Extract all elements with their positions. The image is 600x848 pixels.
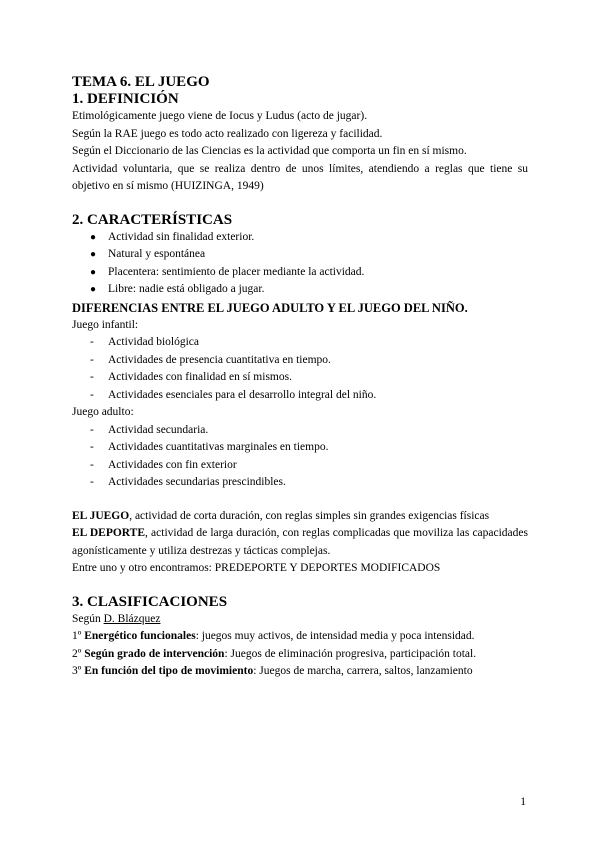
author-name: D. Blázquez xyxy=(103,612,161,625)
document-page xyxy=(72,74,528,681)
clasificacion-item: 2º Según grado de intervención: Juegos de eliminación progresiva, participación total. xyxy=(72,647,477,660)
el-deporte-paragraph: EL DEPORTE, actividad de larga duración, con reglas complicadas que moviliza las capacidades agonísticamente y utiliza destrezas y tácticas complejas. xyxy=(72,527,528,557)
definicion-line: Actividad voluntaria, que se realiza dentro de unos límites, atendiendo a reglas que tiene su objetivo en sí mismo (HUIZINGA, 1949) xyxy=(72,162,528,192)
list-item: - Actividades esenciales para el desarrollo integral del niño. xyxy=(90,387,528,405)
dash-icon: - xyxy=(90,388,94,401)
dash-icon: - xyxy=(90,476,94,488)
dash-icon: - xyxy=(90,423,94,436)
list-item: - Actividades de presencia cuantitativa en tiempo. xyxy=(90,352,528,370)
juego-adulto-list xyxy=(72,422,528,492)
el-juego-term: EL JUEGO xyxy=(72,509,130,522)
bullet-icon: ● xyxy=(90,231,97,243)
diferencias-heading: DIFERENCIAS ENTRE EL JUEGO ADULTO Y EL JUEGO DEL NIÑO. xyxy=(72,300,468,315)
list-item: - Actividad secundaria. xyxy=(90,422,528,440)
dash-icon: - xyxy=(90,371,94,383)
section-caracteristicas-heading: 2. CARACTERÍSTICAS xyxy=(72,211,233,228)
list-item: ● Natural y espontánea xyxy=(90,246,528,264)
list-item: ● Actividad sin finalidad exterior. xyxy=(90,229,528,247)
dash-icon: - xyxy=(90,458,94,471)
bullet-icon: ● xyxy=(90,284,97,295)
bullet-icon: ● xyxy=(90,266,97,278)
el-deporte-term: EL DEPORTE xyxy=(72,527,146,539)
juego-infantil-label: Juego infantil: xyxy=(72,318,139,331)
caracteristicas-list xyxy=(72,229,528,299)
bullet-icon: ● xyxy=(90,249,97,260)
juego-infantil-list xyxy=(72,334,528,404)
page-number: 1 xyxy=(520,796,526,808)
clasificacion-item: 1º Energético funcionales: juegos muy activos, de intensidad media y poca intensidad. xyxy=(72,630,475,642)
clasificacion-item: 3º En función del tipo de movimiento: Juegos de marcha, carrera, saltos, lanzamiento xyxy=(72,665,473,677)
list-item: - Actividades cuantitativas marginales en tiempo. xyxy=(90,439,528,457)
entre-paragraph: Entre uno y otro encontramos: PREDEPORTE Y DEPORTES MODIFICADOS xyxy=(72,562,441,574)
document-title: TEMA 6. EL JUEGO xyxy=(72,74,210,90)
list-item: ● Placentera: sentimiento de placer mediante la actividad. xyxy=(90,264,528,282)
section-definicion-heading: 1. DEFINICIÓN xyxy=(72,91,179,107)
dash-icon: - xyxy=(90,441,94,453)
list-item: - Actividades con finalidad en sí mismos. xyxy=(90,369,528,387)
definicion-line: Según el Diccionario de las Ciencias es la actividad que comporta un fin en sí mismo. xyxy=(72,145,467,157)
dash-icon: - xyxy=(90,336,94,348)
segun-line: Según D. Blázquez xyxy=(72,612,161,625)
definicion-line: Etimológicamente juego viene de Iocus y Ludus (acto de jugar). xyxy=(72,110,368,122)
list-item: - Actividad biológica xyxy=(90,334,528,352)
section-clasificaciones-heading: 3. CLASIFICACIONES xyxy=(72,593,228,610)
list-item: - Actividades secundarias prescindibles. xyxy=(90,474,528,492)
list-item: - Actividades con fin exterior xyxy=(90,457,528,475)
juego-adulto-label: Juego adulto: xyxy=(72,406,134,418)
list-item: ● Libre: nadie está obligado a jugar. xyxy=(90,281,528,299)
definicion-line: Según la RAE juego es todo acto realizado con ligereza y facilidad. xyxy=(72,127,383,140)
dash-icon: - xyxy=(90,353,94,366)
el-juego-paragraph: EL JUEGO, actividad de corta duración, con reglas simples sin grandes exigencias físicas xyxy=(72,509,490,522)
